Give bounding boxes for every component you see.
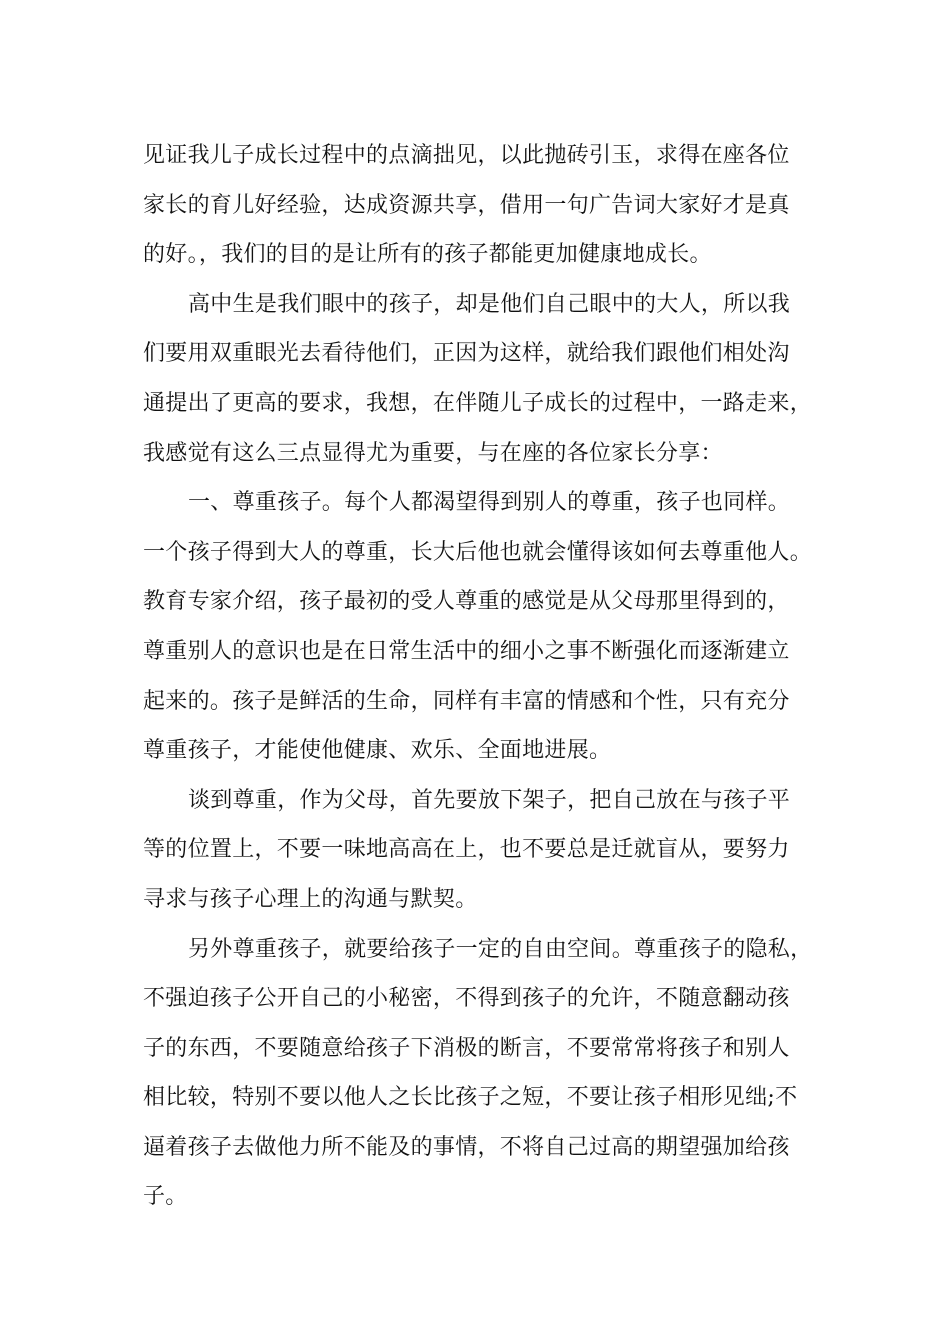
text-line: 谈到尊重，作为父母，首先要放下架子，把自己放在与孩子平: [188, 787, 791, 813]
text-line: 高中生是我们眼中的孩子，却是他们自己眼中的大人，所以我: [188, 291, 791, 317]
text-line: 寻求与孩子心理上的沟通与默契。: [143, 886, 478, 912]
text-line: 尊重别人的意识也是在日常生活中的细小之事不断强化而逐渐建立: [143, 638, 790, 664]
text-line: 一、尊重孩子。每个人都渴望得到别人的尊重，孩子也同样。: [188, 490, 791, 516]
text-line: 子的东西，不要随意给孩子下消极的断言，不要常常将孩子和别人: [143, 1035, 790, 1061]
paragraph: [143, 478, 823, 776]
text-line: 通提出了更高的要求，我想，在伴随儿子成长的过程中，一路走来，: [143, 390, 813, 416]
text-line: 见证我儿子成长过程中的点滴拙见，以此抛砖引玉，求得在座各位: [143, 143, 790, 168]
text-line: 我感觉有这么三点显得尤为重要，与在座的各位家长分享：: [143, 440, 723, 466]
text-line: 逼着孩子去做他力所不能及的事情，不将自己过高的期望强加给孩: [143, 1134, 790, 1160]
text-line: 相比较，特别不要以他人之长比孩子之短，不要让孩子相形见绌;不: [143, 1085, 798, 1111]
paragraph: [143, 925, 823, 1223]
text-line: 教育专家介绍，孩子最初的受人尊重的感觉是从父母那里得到的，: [143, 589, 790, 615]
text-line: 不强迫孩子公开自己的小秘密，不得到孩子的允许，不随意翻动孩: [143, 986, 790, 1012]
document-body: [143, 131, 823, 1222]
text-line: 一个孩子得到大人的尊重，长大后他也就会懂得该如何去尊重他人。: [143, 539, 813, 565]
text-line: 家长的育儿好经验，达成资源共享，借用一句广告词大家好才是真: [143, 192, 790, 218]
text-line: 另外尊重孩子，就要给孩子一定的自由空间。尊重孩子的隐私，: [188, 936, 813, 962]
paragraph: [143, 131, 823, 280]
text-line: 等的位置上，不要一味地高高在上，也不要总是迁就盲从，要努力: [143, 837, 790, 863]
paragraph: [143, 776, 823, 925]
text-line: 子。: [143, 1184, 188, 1210]
text-line: 起来的。孩子是鲜活的生命，同样有丰富的情感和个性，只有充分: [143, 688, 790, 714]
text-line: 的好。，我们的目的是让所有的孩子都能更加健康地成长。: [143, 242, 712, 268]
text-line: 尊重孩子，才能使他健康、欢乐、全面地进展。: [143, 738, 612, 764]
paragraph: [143, 280, 823, 478]
text-line: 们要用双重眼光去看待他们，正因为这样，就给我们跟他们相处沟: [143, 341, 790, 367]
